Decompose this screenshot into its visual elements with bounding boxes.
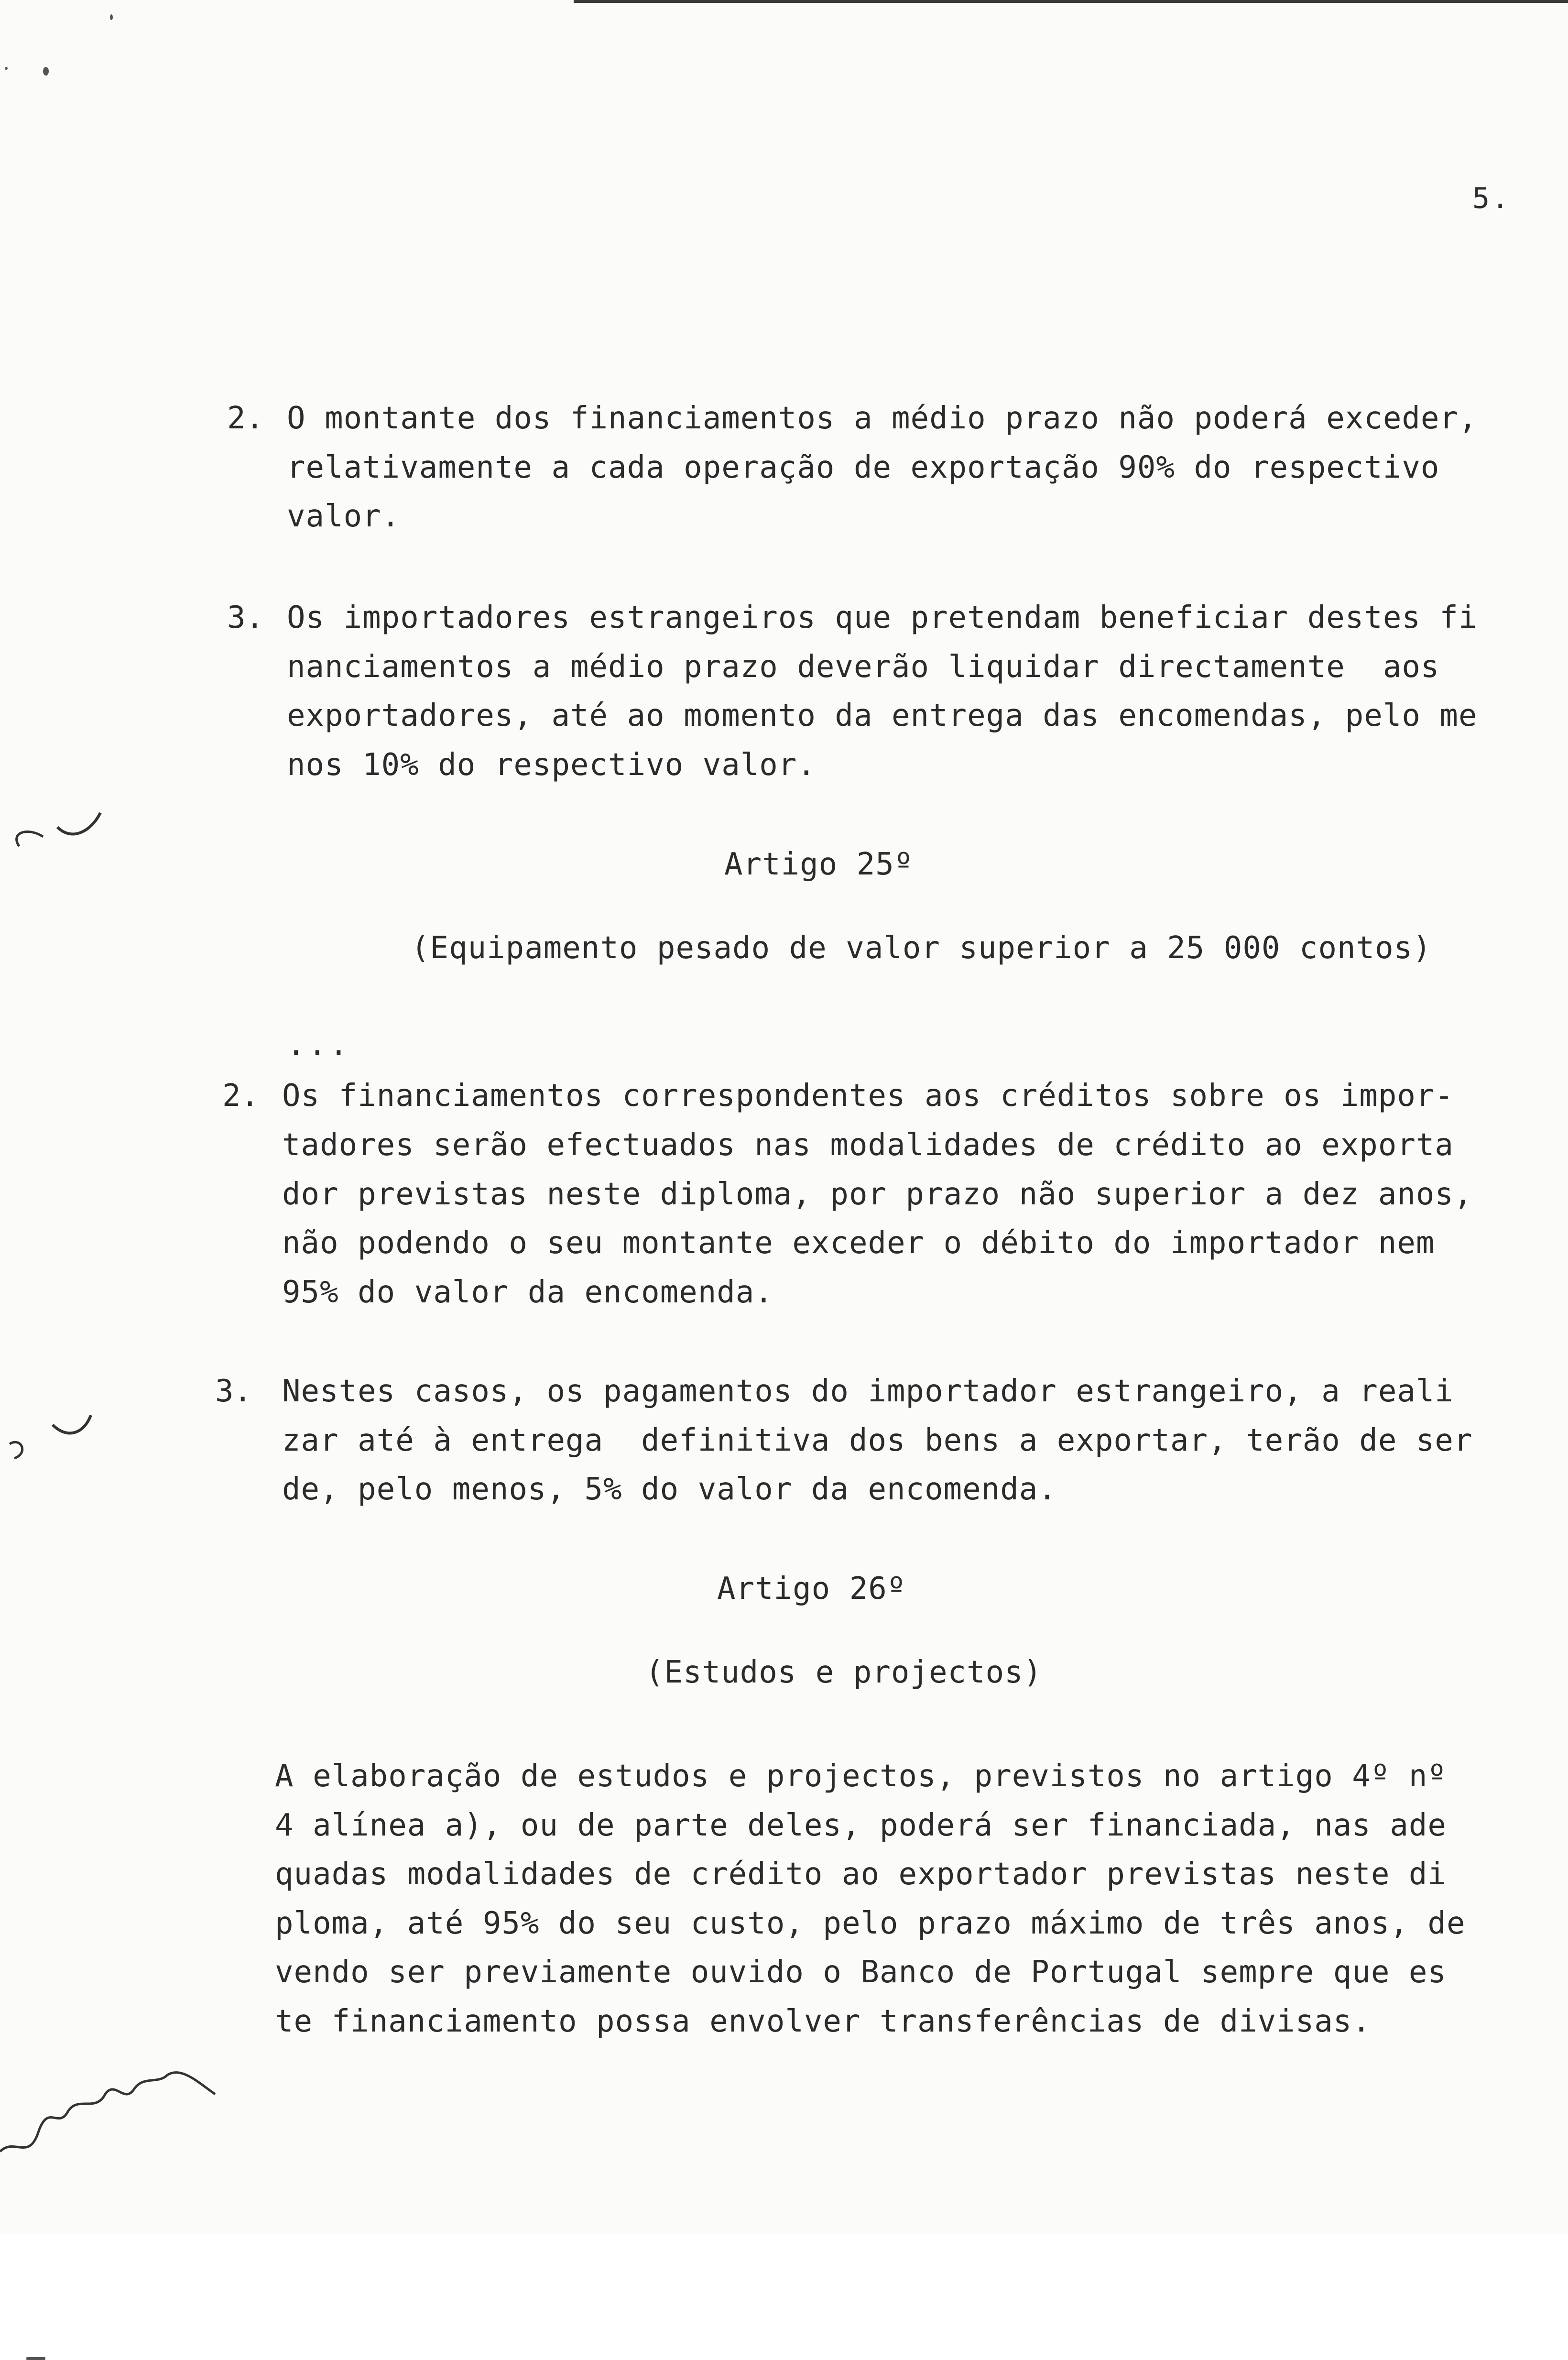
paragraph-line: quadas modalidades de crédito ao exportador previstas neste di: [275, 1857, 1447, 1892]
paragraph-line: 95% do valor da encomenda.: [282, 1275, 773, 1310]
paragraph-line: relativamente a cada operação de exportação 90% do respectivo: [287, 450, 1440, 485]
paragraph-line: dor previstas neste diploma, por prazo não superior a dez anos,: [282, 1177, 1473, 1212]
paragraph-line: valor.: [287, 499, 401, 534]
paragraph-line: Os importadores estrangeiros que pretendam beneficiar destes fi: [287, 600, 1478, 635]
paragraph-line: 4 alínea a), ou de parte deles, poderá ser financiada, nas ade: [275, 1808, 1447, 1843]
paragraph-line: nos 10% do respectivo valor.: [287, 747, 816, 783]
paragraph-line: A elaboração de estudos e projectos, previstos no artigo 4º nº: [275, 1759, 1447, 1794]
paragraph-line: Os financiamentos correspondentes aos créditos sobre os impor-: [282, 1078, 1454, 1114]
article-subtitle: (Equipamento pesado de valor superior a 25 000 contos): [411, 930, 1432, 966]
page-number: 5.: [1472, 182, 1511, 215]
speck: [43, 67, 49, 76]
paragraph-line: te financiamento possa envolver transferências de divisas.: [275, 2004, 1371, 2039]
item-number: 3.: [227, 600, 264, 635]
paragraph-line: ploma, até 95% do seu custo, pelo prazo máximo de três anos, de: [275, 1906, 1466, 1941]
item-number: 3.: [215, 1374, 252, 1409]
paragraph-line: Nestes casos, os pagamentos do importador estrangeiro, a reali: [282, 1374, 1454, 1409]
article-title: Artigo 25º: [724, 847, 914, 882]
speck: [26, 2357, 45, 2360]
article-subtitle: (Estudos e projectos): [645, 1655, 1043, 1690]
paragraph-line: não podendo o seu montante exceder o débito do importador nem: [282, 1225, 1435, 1261]
item-number: 2.: [227, 401, 264, 436]
paragraph-line: O montante dos financiamentos a médio prazo não poderá exceder,: [287, 401, 1478, 436]
paragraph-line: vendo ser previamente ouvido o Banco de Portugal sempre que es: [275, 1955, 1447, 1990]
paragraph-line: exportadores, até ao momento da entrega das encomendas, pelo me: [287, 698, 1478, 733]
speck: [5, 67, 8, 70]
article-title: Artigo 26º: [717, 1571, 906, 1606]
ellipsis: ...: [287, 1027, 351, 1062]
paragraph-line: nanciamentos a médio prazo deverão liquidar directamente aos: [287, 649, 1440, 685]
speck: [110, 14, 113, 20]
item-number: 2.: [222, 1078, 260, 1114]
paragraph-line: zar até à entrega definitiva dos bens a exportar, terão de ser: [282, 1423, 1473, 1458]
paragraph-line: de, pelo menos, 5% do valor da encomenda.: [282, 1472, 1057, 1507]
paragraph-line: tadores serão efectuados nas modalidades de crédito ao exporta: [282, 1127, 1454, 1163]
